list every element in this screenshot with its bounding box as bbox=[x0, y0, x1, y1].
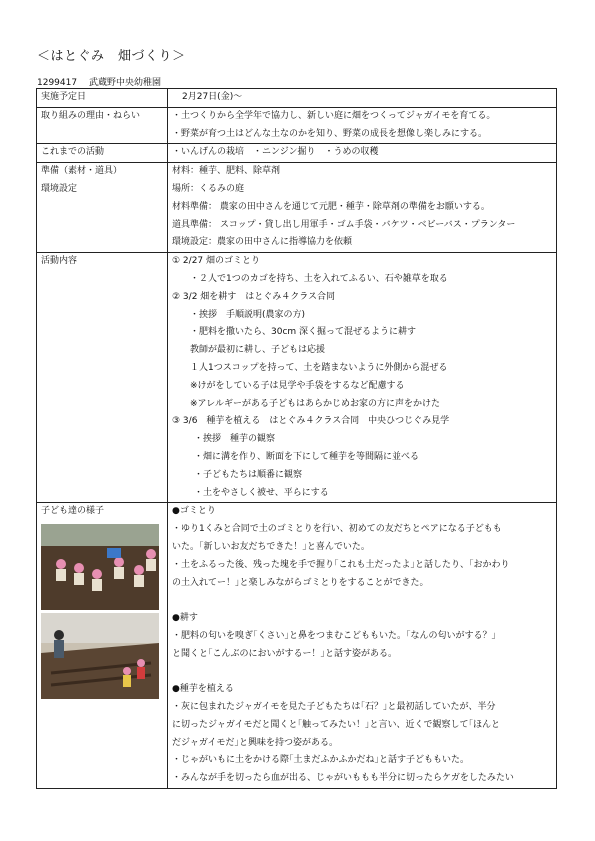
activity-line: ③ 3/6 種芋を植える はとぐみ４クラス合同 中央ひつじぐみ見学 bbox=[172, 416, 450, 427]
row-children bbox=[37, 503, 557, 789]
observation-line: いた。｢新しいお友だちできた！｣と喜んでいた。 bbox=[172, 541, 370, 552]
value-history: ・いんげんの栽培 ・ニンジン掘り ・うめの収穫 bbox=[168, 144, 557, 163]
observation-line: ・みんなが手を切ったら血が出る、じゃがいももも半分に切ったらケガをしたみたい bbox=[172, 773, 514, 784]
observation-line: ・じゃがいもに土をかける際｢土まだふかふかだね｣と話す子どももいた。 bbox=[172, 755, 470, 766]
row-history bbox=[37, 144, 557, 163]
observation-line: に切ったジャガイモだと聞くと｢触ってみたい！｣と言い、近くで観察して｢ほんと bbox=[172, 719, 501, 730]
label-activity: 活動内容 bbox=[37, 253, 168, 503]
label-date: 実施予定日 bbox=[37, 89, 168, 108]
value-reason: ・土つくりから全学年で協力し、新しい庭に畑をつくってジャガイモを育てる。 ・野菜が育つ土はどんな土なのかを知り、野菜の成長を想像し楽しみにする。 bbox=[168, 107, 557, 144]
label-history: これまでの活動 bbox=[37, 144, 168, 163]
row-reason bbox=[37, 107, 557, 144]
row-date bbox=[37, 89, 557, 108]
observation-line: ・土をふるった後、残った塊を手で握り｢これも土だったよ｣と話したり、｢おかわり bbox=[172, 559, 510, 570]
value-children bbox=[168, 503, 557, 789]
school-id: 1299417 武蔵野中央幼稚園 bbox=[37, 78, 161, 88]
plan-table bbox=[36, 88, 557, 789]
spacer bbox=[172, 664, 552, 682]
activity-line: ・挨拶 手順説明(農家の方) bbox=[190, 309, 306, 320]
observation-line: だジャガイモだ｣と興味を持つ姿がある。 bbox=[172, 737, 339, 748]
activity-line: ① 2/27 畑のゴミとり bbox=[172, 256, 261, 267]
label-children-cell bbox=[37, 503, 168, 789]
activity-line: ※アレルギーがある子どもはあらかじめお家の方に声をかけた bbox=[190, 398, 440, 409]
value-date: 2月27日(金)～ bbox=[168, 89, 557, 108]
activity-line: ・土をやさしく被せ、平らにする bbox=[194, 487, 329, 498]
activity-line: 教師が最初に耕し、子どもは応援 bbox=[190, 345, 326, 356]
activity-line: ・挨拶 種芋の観察 bbox=[194, 434, 276, 445]
row-prep bbox=[37, 163, 557, 253]
observation-line: ●耕す bbox=[172, 613, 198, 624]
activity-line: ・２人で1つのカゴを持ち、土を入れてふるい、石や雑草を取る bbox=[190, 273, 448, 284]
observation-line: と聞くと｢こんぶのにおいがするー！｣と話す姿がある。 bbox=[172, 648, 398, 659]
observation-line: ・肥料の匂いを嗅ぎ｢くさい｣と鼻をつまむこどももいた。｢なんの匂いがする？｣ bbox=[172, 630, 497, 641]
label-reason: 取り組みの理由・ねらい bbox=[37, 107, 168, 144]
row-activity bbox=[37, 253, 557, 503]
field-photo-cleanup bbox=[41, 524, 159, 610]
activity-line: ・畑に溝を作り、断面を下にして種芋を等間隔に並べる bbox=[194, 451, 420, 462]
activity-line: ② 3/2 畑を耕す はとぐみ４クラス合同 bbox=[172, 291, 336, 302]
value-prep: 材料：種芋、肥料、除草剤 場所：くるみの庭 材料準備： 農家の田中さんを通じて元肥・種芋・除草剤の準備をお願いする。 道具準備： スコップ・貸し出し用軍手・ゴム手袋・バケツ・ベビーバス・プランター 環境設定：農家の田中さんに指導協力を依頼 bbox=[168, 163, 557, 253]
spacer bbox=[172, 592, 552, 610]
activity-line: ※けがをしている子は見学や手袋をするなど配慮する bbox=[190, 380, 405, 391]
observation-line: ・ゆり1くみと合同で土のゴミとりを行い、初めての友だちとペアになる子どもも bbox=[172, 524, 502, 535]
observation-line: ・灰に包まれたジャガイモを見た子どもたちは｢石？｣と最初話していたが、半分 bbox=[172, 702, 496, 713]
activity-line: ・肥料を撒いたら、30cm 深く掘って混ぜるように耕す bbox=[190, 327, 417, 338]
field-photo-planting bbox=[41, 613, 159, 699]
activity-line: １人1つスコップを持って、土を踏まないように外側から混ぜる bbox=[190, 362, 448, 373]
label-children: 子ども達の様子 bbox=[41, 506, 105, 517]
observation-line: ●ゴミとり bbox=[172, 506, 216, 517]
observation-line: の土入れてー！｣と楽しみながらゴミとりをすることができた。 bbox=[172, 577, 429, 588]
observation-line: ●種芋を植える bbox=[172, 684, 234, 695]
page-title: ＜はとぐみ 畑づくり＞ bbox=[37, 49, 186, 64]
activity-line: ・子どもたちは順番に観察 bbox=[194, 469, 303, 480]
value-activity bbox=[168, 253, 557, 503]
label-prep: 準備（素材・道具） 環境設定 bbox=[37, 163, 168, 253]
